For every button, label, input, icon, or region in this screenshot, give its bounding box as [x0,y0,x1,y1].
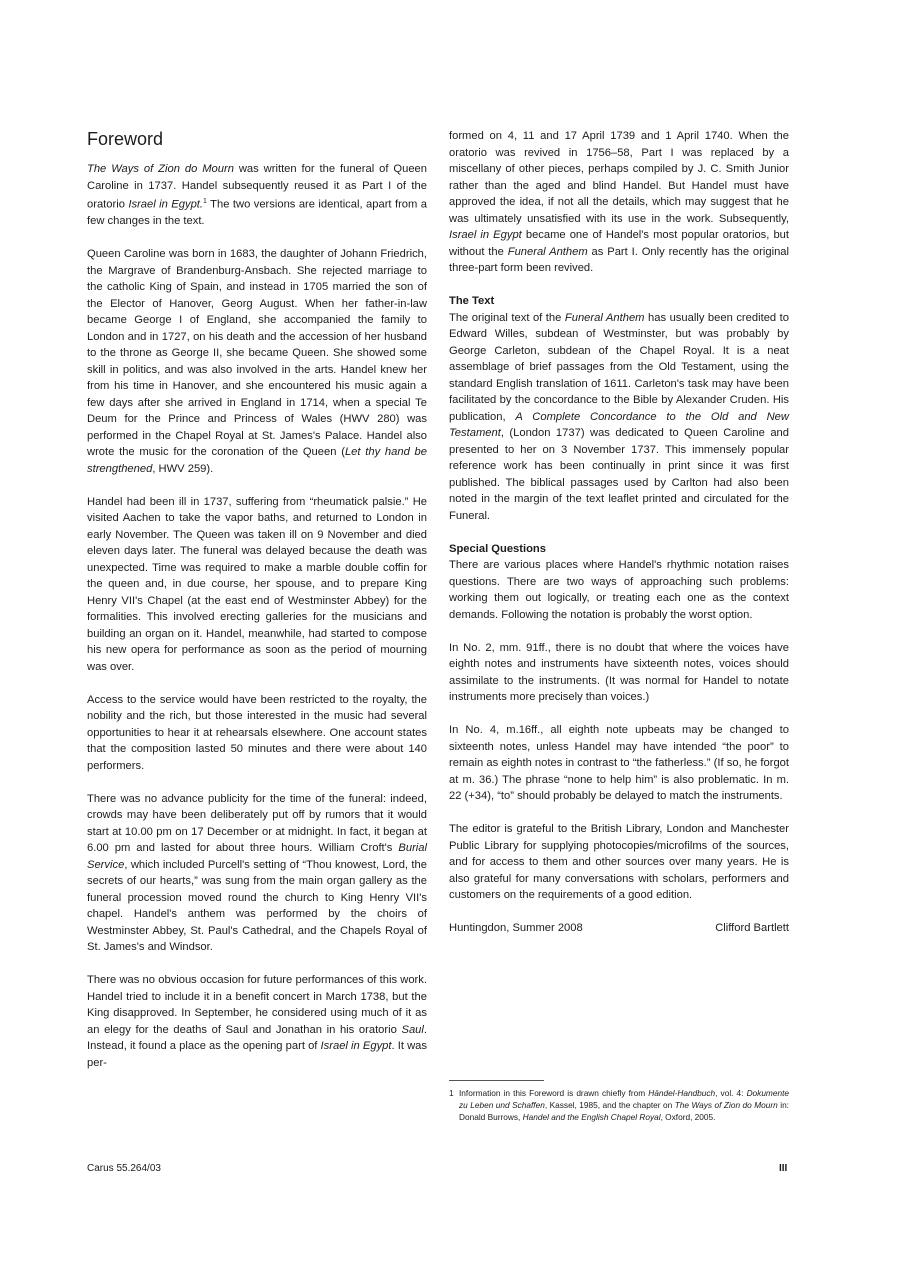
paragraph: Access to the service would have been restricted to the royalty, the nobility and the rich, but those interested in the music had several opportunities to hear it at rehearsals elsewhere. One account states that the composition lasted 50 minutes and there were about 140 performers. [87,693,427,772]
footnote-mark: 1 [449,1088,454,1098]
paragraph: There was no advance publicity for the time of the funeral: indeed, crowds may have been deliberately put off by rumors that it would start at 10.00 pm on 17 December or at midnight. In fact, it began at 6.00 pm and lasted for about three hours. William Croft's Burial Service, which included Purcell's setting of “Thou knowest, Lord, the secrets of our hearts,” was sung from the main organ gallery as the funeral procession moved round the church to King Henry VII's chapel. Handel's anthem was performed by the choirs of Westminster Abbey, St. Paul's Cathedral, and the Chapels Royal of St. James's and Windsor. [87,792,427,954]
footnote [449,1088,789,1123]
paragraph: There are various places where Handel's rhythmic notation raises questions. There are two ways of approaching such problems: working them out logically, or treating each one as the context demands. Following the notation is probably the worst option. [449,559,789,621]
paragraph: In No. 2, mm. 91ff., there is no doubt that where the voices have eighth notes and instruments have sixteenth notes, voices should assimilate to the instruments. (It was normal for Handel to notate instruments more precisely than voices.) [449,641,789,703]
footnote-text: Information in this Foreword is drawn chiefly from Händel-Handbuch, vol. 4: Dokumente zu Leben und Schaffen, Kassel, 1985, and the chapter on The Ways of Zion do Mourn in: Donald Burrows, Handel and the English Chapel Royal, Oxford, 2005. [459,1088,789,1122]
footnote-rule [449,1080,544,1081]
place-date: Huntingdon, Summer 2008 [449,922,583,934]
paragraph: The editor is grateful to the British Library, London and Manchester Public Library for supplying photocopies/microfilms of the sources, and for access to them and other sources over many years. He is also grateful for many conversations with scholars, performers and customers on the requirements of a good edition. [449,823,789,901]
paragraph: Queen Caroline was born in 1683, the daughter of Johann Friedrich, the Margrave of Brandenburg-Ansbach. She rejected marriage to the catholic King of Spain, and instead in 1705 married the son of the Elector of Hanover, Georg August. When her father-in-law became George I of England, she accompanied the family to London and in 1727, on his death and the accession of her husband to the throne as George II, she became Queen. She showed some skill in politics, and was also involved in the arts. Handel knew her from his time in Hanover, and she encountered his music again a few days after she arrived in England in 1714, when a special Te Deum for the Prince and Princess of Wales (HWV 280) was performed in the Chapel Royal at St. James's Palace. Handel also wrote the music for the coronation of the Queen (Let thy hand be strengthened, HWV 259). [87,248,427,475]
paragraph: There was no obvious occasion for future performances of this work. Handel tried to include it in a benefit concert in March 1738, but the King disapproved. In September, he considered using much of it as an elegy for the deaths of Saul and Jonathan in his oratorio Saul. Instead, it found a place as the opening part of Israel in Egypt. It was per- [87,974,427,1069]
section-heading-special-questions: Special Questions [449,542,546,555]
author-name: Clifford Bartlett [715,922,789,934]
paragraph: Handel had been ill in 1737, suffering from “rheumatick palsie.” He visited Aachen to take the vapor baths, and returned to London in early November. The Queen was taken ill on 9 November and died eleven days later. The funeral was delayed because the death was unexpected. Time was required to make a marble double coffin for the queen and, in due course, her spouse, and to prepare King Henry VII's Chapel (at the east end of Westminster Abbey) for the formalities. This involved erecting galleries for the musicians and building an organ on it. Handel, meanwhile, had started to compose his new opera for performance as soon as the period of mourning was over. [87,495,427,673]
footer-catalog-number: Carus 55.264/03 [87,1163,161,1174]
paragraph: formed on 4, 11 and 17 April 1739 and 1 April 1740. When the oratorio was revived in 1756–58, Part I was replaced by a miscellany of other pieces, perhaps compiled by J. C. Smith Junior rather than the aged and blind Handel. But Handel must have approved the idea, if not all the details, which may suggest that he was ultimately unsatisfied with its use in the work. Subsequently, Israel in Egypt became one of Handel's most popular oratorios, but without the Funeral Anthem as Part I. Only recently has the original three-part form been revived. [449,130,789,274]
left-column [87,128,427,1071]
paragraph: The original text of the Funeral Anthem has usually been credited to Edward Willes, subdean of Westminster, but was probably by George Carleton, subdean of the Chapel Royal. It is a neat assemblage of brief passages from the Old Testament, using the standard English translation of 1611. Carleton's task may have been facilitated by the concordance to the Bible by Alexander Cruden. His publication, A Complete Concordance to the Old and New Testament, (London 1737) was dedicated to Queen Caroline and presented to her on 3 November 1737. This immensely popular reference work has been continually in print since it was first published. The biblical passages used by Carlton had also been noted in the margin of the text leaflet printed and circulated for the Funeral. [449,311,789,522]
right-column [449,128,789,937]
signature-line [449,920,789,937]
page-title: Foreword [87,129,164,149]
paragraph: The Ways of Zion do Mourn was written for the funeral of Queen Caroline in 1737. Handel subsequently reused it as Part I of the oratorio Israel in Egypt.$^1$ The two versions are identical, apart from a few changes in the text. [87,163,427,228]
footer-page-number: III [779,1163,788,1174]
paragraph: In No. 4, m.16ff., all eighth note upbeats may be changed to sixteenth notes, unless Handel may have intended “the poor” to remain as eighth notes in contrast to “the fatherless.” (If so, he forgot at m. 36.) The phrase “none to help him” is also problematic. In m. 22 (+34), “to” should probably be delayed to match the instruments. [449,724,789,802]
section-heading-text: The Text [449,295,495,307]
